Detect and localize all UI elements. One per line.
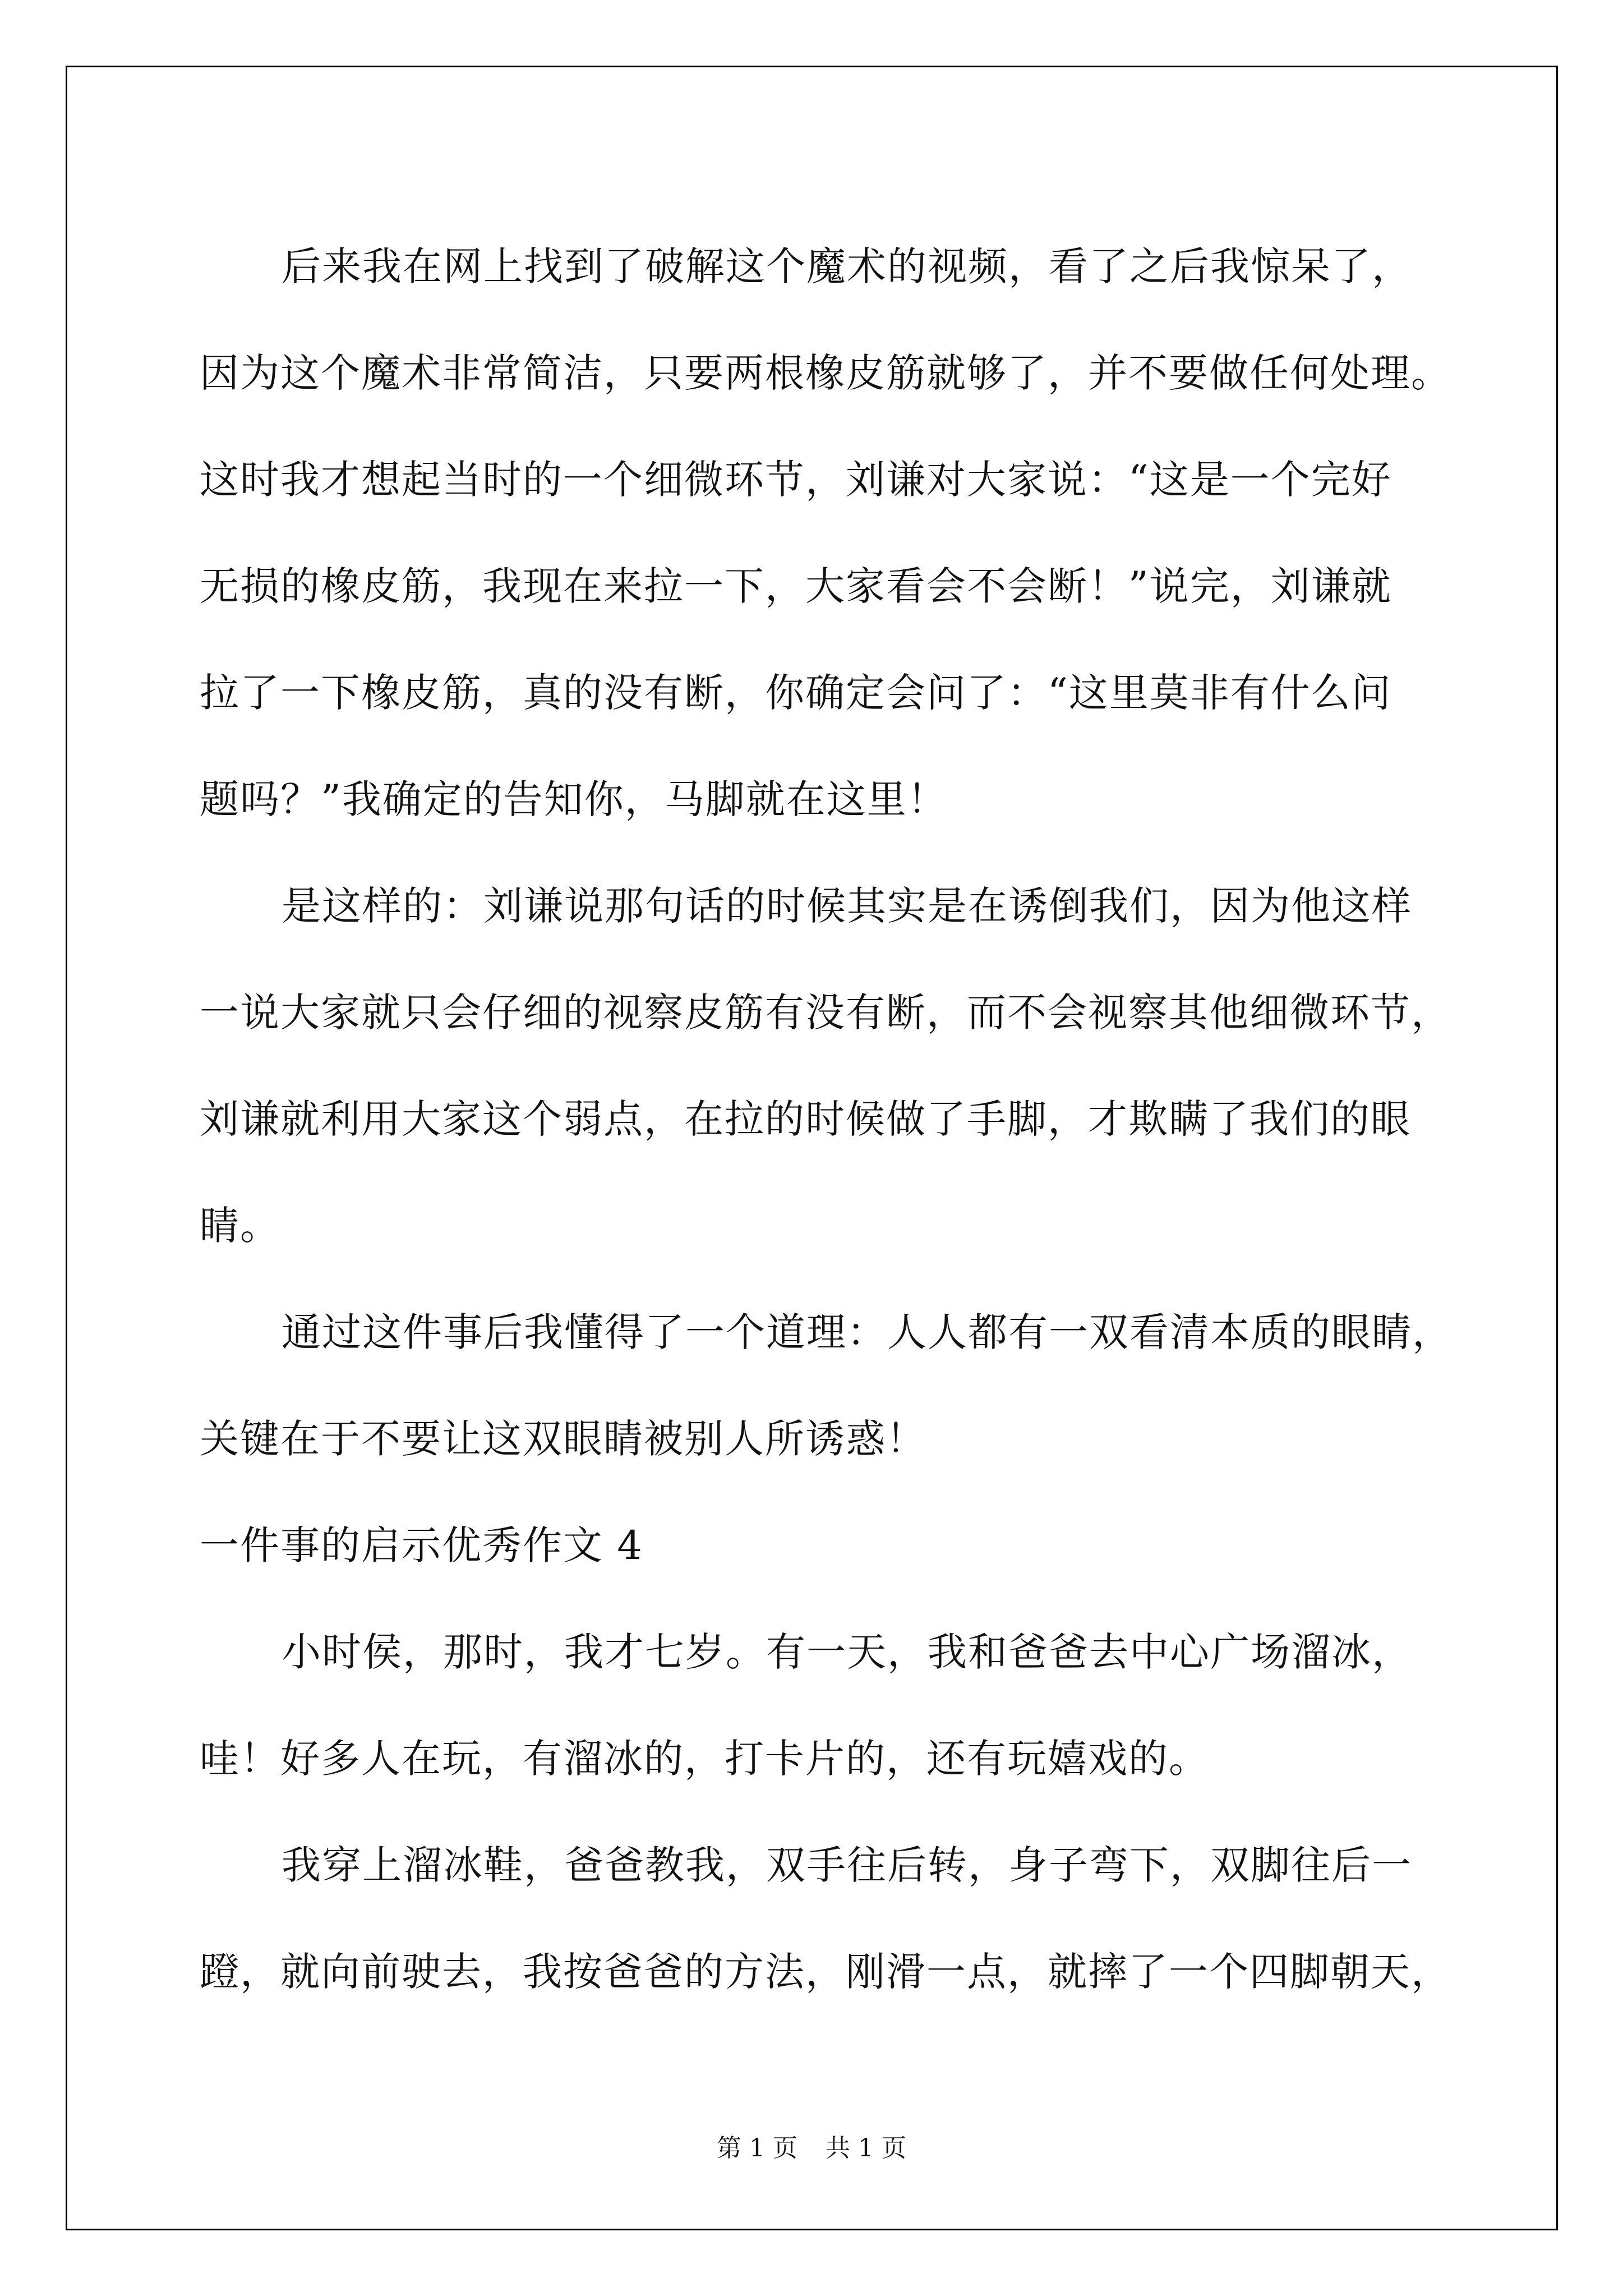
text-line: 是这样的：刘谦说那句话的时候其实是在诱倒我们，因为他这样 xyxy=(282,883,1412,929)
document-body xyxy=(200,213,1453,2025)
text-line: 后来我在网上找到了破解这个魔术的视频，看了之后我惊呆了， xyxy=(282,243,1412,289)
text-line: 睛。 xyxy=(200,1203,280,1249)
text-line: 一说大家就只会仔细的视察皮筋有没有断，而不会视察其他细微环节， xyxy=(200,990,1451,1036)
text-line: 题吗？”我确定的告知你，马脚就在这里！ xyxy=(200,776,948,822)
page-total: 共 1 页 xyxy=(826,2134,906,2162)
page-number: 第 1 页 xyxy=(717,2134,797,2162)
text-line: 小时侯，那时，我才七岁。有一天，我和爸爸去中心广场溜冰， xyxy=(282,1629,1412,1675)
page-footer xyxy=(0,2132,1623,2165)
text-line: 拉了一下橡皮筋，真的没有断，你确定会问了：“这里莫非有什么问 xyxy=(200,670,1392,716)
text-line: 无损的橡皮筋，我现在来拉一下，大家看会不会断！”说完，刘谦就 xyxy=(200,563,1392,609)
text-line: 蹬，就向前驶去，我按爸爸的方法，刚滑一点，就摔了一个四脚朝天， xyxy=(200,1949,1451,1995)
text-line: 哇！好多人在玩，有溜冰的，打卡片的，还有玩嬉戏的。 xyxy=(200,1736,1209,1782)
text-line: 刘谦就利用大家这个弱点，在拉的时候做了手脚，才欺瞒了我们的眼 xyxy=(200,1096,1411,1142)
text-line: 这时我才想起当时的一个细微环节，刘谦对大家说：“这是一个完好 xyxy=(200,457,1392,503)
text-line: 通过这件事后我懂得了一个道理：人人都有一双看清本质的眼睛， xyxy=(282,1309,1453,1355)
text-line: 关键在于不要让这双眼睛被别人所诱惑！ xyxy=(200,1416,926,1462)
text-line: 我穿上溜冰鞋，爸爸教我，双手往后转，身子弯下，双脚往后一 xyxy=(282,1842,1412,1888)
section-heading: 一件事的启示优秀作文 4 xyxy=(200,1522,643,1568)
text-line: 因为这个魔术非常简洁，只要两根橡皮筋就够了，并不要做任何处理。 xyxy=(200,350,1451,396)
